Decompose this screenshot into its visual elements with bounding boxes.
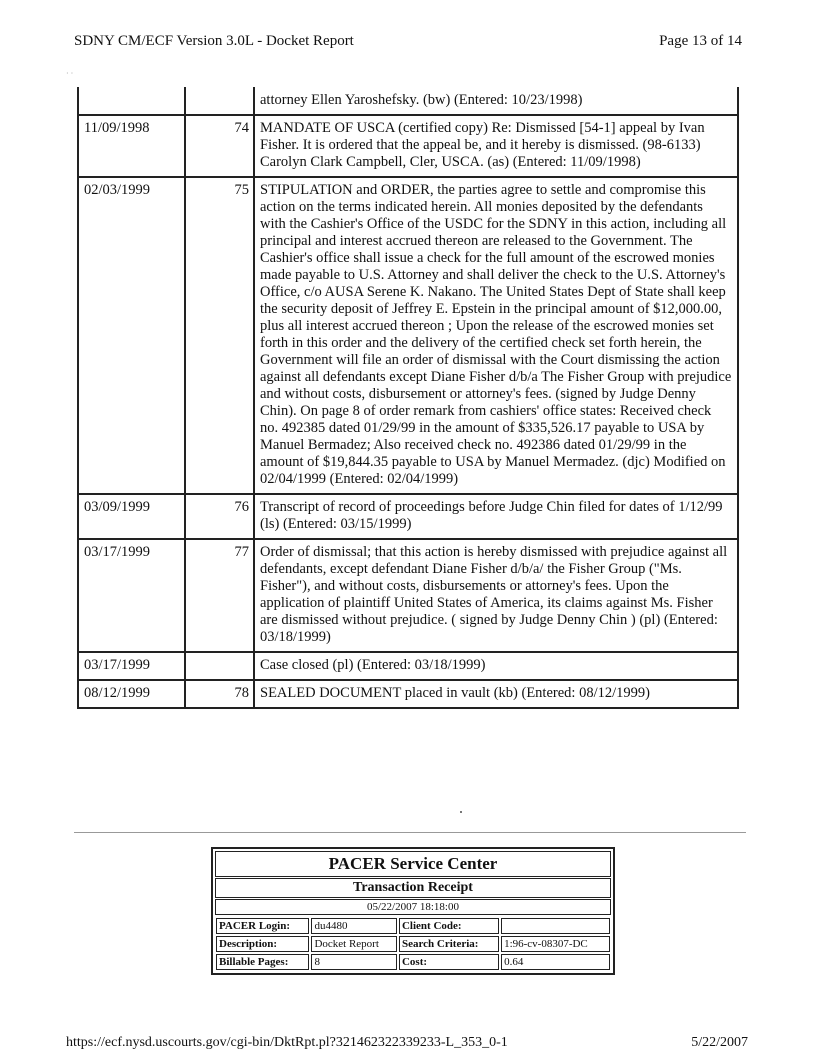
receipt-subtitle: Transaction Receipt <box>215 878 611 898</box>
entry-text: Transcript of record of proceedings before Judge Chin filed for dates of 1/12/99 (ls) (Entered: 03/15/1999) <box>254 494 738 539</box>
entry-text: Case closed (pl) (Entered: 03/18/1999) <box>254 652 738 680</box>
receipt-row <box>216 954 610 970</box>
entry-number: 78 <box>185 680 254 708</box>
login-label: PACER Login: <box>216 918 309 934</box>
entry-text: MANDATE OF USCA (certified copy) Re: Dismissed [54-1] appeal by Ivan Fisher. It is ordered that the appeal be, and it hereby is dismissed. (98-6133) Carolyn Clark Campbell, Cler, USCA. (as) (Entered: 11/09/1998) <box>254 115 738 177</box>
entry-number <box>185 652 254 680</box>
docket-row <box>78 115 738 177</box>
horizontal-rule <box>74 832 746 833</box>
receipt-table <box>214 916 612 972</box>
login-value: du4480 <box>311 918 397 934</box>
client-code-value <box>501 918 610 934</box>
receipt-title: PACER Service Center <box>215 851 611 877</box>
cost-label: Cost: <box>399 954 499 970</box>
docket-row <box>78 177 738 494</box>
billable-pages-label: Billable Pages: <box>216 954 309 970</box>
docket-row <box>78 87 738 115</box>
cost-value: 0.64 <box>501 954 610 970</box>
entry-number: 75 <box>185 177 254 494</box>
footer-url: https://ecf.nysd.uscourts.gov/cgi-bin/DktRpt.pl?321462322339233-L_353_0-1 <box>66 1035 508 1050</box>
entry-date <box>78 87 185 115</box>
entry-date: 03/17/1999 <box>78 539 185 652</box>
entry-number <box>185 87 254 115</box>
entry-date: 11/09/1998 <box>78 115 185 177</box>
receipt-row <box>216 936 610 952</box>
docket-row <box>78 494 738 539</box>
entry-number: 74 <box>185 115 254 177</box>
entry-text: STIPULATION and ORDER, the parties agree to settle and compromise this action on the terms indicated herein. All monies deposited by the defendants with the Cashier's Office of the USDC for the SDNY in this action, including all principal and interest accrued thereon are released to the Government. The Cashier's office shall issue a check for the full amount of the escrowed monies made payable to U.S. Attorney and shall deliver the check to the U.S. Attorney's Office, c/o AUSA Serene K. Nakano. The United States Dept of State shall keep the security deposit of Jeffrey E. Epstein in the principal amount of $12,000.00, plus all interest accrued thereon ; Upon the release of the escrowed monies set forth in this order and the delivery of the certified check set forth herein, the Government will file an order of dismissal with the Court dismissing the action against all defendants except Diane Fisher d/b/a The Fisher Group with prejudice and without costs, disbursement or attorney's fees. (signed by Judge Denny Chin). On page 8 of order remark from cashiers' office states: Received check no. 492385 dated 01/29/99 in the amount of $335,526.17 payable to USA by Manuel Bermadez; Also received check no. 492386 dated 01/29/99 in the amount of $19,844.35 payable to USA by Manuel Mermadez. (djc) Modified on 02/04/1999 (Entered: 02/04/1999) <box>254 177 738 494</box>
entry-text: attorney Ellen Yaroshefsky. (bw) (Entered: 10/23/1998) <box>254 87 738 115</box>
docket-row <box>78 539 738 652</box>
footer-date: 5/22/2007 <box>691 1035 748 1050</box>
page-header-title: SDNY CM/ECF Version 3.0L - Docket Report <box>74 33 354 49</box>
scan-dot <box>460 811 462 813</box>
receipt-row <box>216 918 610 934</box>
scan-speck: · · <box>66 69 74 78</box>
page-number: Page 13 of 14 <box>659 33 742 49</box>
description-value: Docket Report <box>311 936 397 952</box>
entry-number: 77 <box>185 539 254 652</box>
entry-number: 76 <box>185 494 254 539</box>
entry-text: SEALED DOCUMENT placed in vault (kb) (Entered: 08/12/1999) <box>254 680 738 708</box>
description-label: Description: <box>216 936 309 952</box>
docket-row <box>78 680 738 708</box>
pacer-receipt <box>211 847 615 975</box>
search-criteria-label: Search Criteria: <box>399 936 499 952</box>
docket-row <box>78 652 738 680</box>
search-criteria-value: 1:96-cv-08307-DC <box>501 936 610 952</box>
entry-date: 03/17/1999 <box>78 652 185 680</box>
entry-date: 02/03/1999 <box>78 177 185 494</box>
billable-pages-value: 8 <box>311 954 397 970</box>
entry-text: Order of dismissal; that this action is hereby dismissed with prejudice against all defendants, except defendant Diane Fisher d/b/a/ the Fisher Group ("Ms. Fisher"), and without costs, disbursements or attorney's fees. Upon the application of plaintiff United States of America, its claims against Ms. Fisher are dismissed without prejudice. ( signed by Judge Denny Chin ) (pl) (Entered: 03/18/1999) <box>254 539 738 652</box>
entry-date: 03/09/1999 <box>78 494 185 539</box>
entry-date: 08/12/1999 <box>78 680 185 708</box>
docket-table <box>77 87 739 709</box>
receipt-timestamp: 05/22/2007 18:18:00 <box>215 899 611 915</box>
client-code-label: Client Code: <box>399 918 499 934</box>
